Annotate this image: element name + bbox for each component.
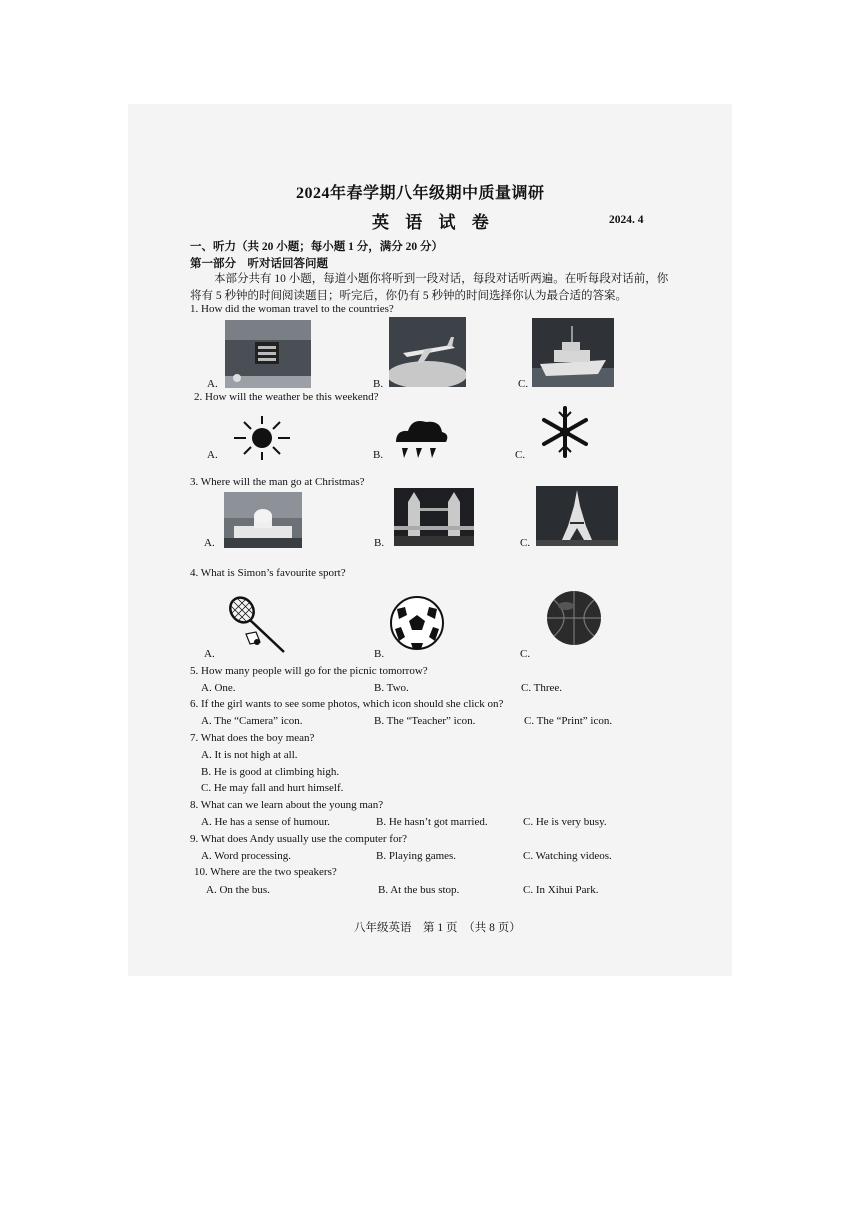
question-3-stem: 3. Where will the man go at Christmas?	[190, 476, 365, 488]
question-6-option-c[interactable]: C. The “Print” icon.	[524, 715, 613, 727]
question-2-option-b[interactable]: B.	[373, 449, 384, 461]
question-10-option-b[interactable]: B. At the bus stop.	[378, 884, 460, 896]
football-icon	[389, 595, 445, 651]
question-4-option-c[interactable]: C.	[520, 648, 531, 660]
question-10-stem: 10. Where are the two speakers?	[194, 866, 337, 878]
question-1-option-c[interactable]: C.	[518, 378, 529, 390]
question-7-option-c[interactable]: C. He may fall and hurt himself.	[201, 782, 344, 794]
question-3-option-c[interactable]: C.	[520, 537, 531, 549]
question-3-option-a[interactable]: A.	[204, 537, 215, 549]
badminton-icon	[226, 594, 290, 656]
question-1-option-b[interactable]: B.	[373, 378, 384, 390]
exam-date: 2024. 4	[609, 214, 644, 226]
question-6-stem: 6. If the girl wants to see some photos, which icon should she click on?	[190, 698, 504, 710]
part-title: 第一部分 听对话回答问题	[190, 258, 328, 270]
question-9-stem: 9. What does Andy usually use the computer for?	[190, 833, 407, 845]
question-8-stem: 8. What can we learn about the young man?	[190, 799, 384, 811]
airplane-photo-icon	[389, 317, 466, 387]
question-6-option-b[interactable]: B. The “Teacher” icon.	[374, 715, 476, 727]
question-4-option-a[interactable]: A.	[204, 648, 215, 660]
question-2-stem: 2. How will the weather be this weekend?	[194, 391, 379, 403]
question-7-option-b[interactable]: B. He is good at climbing high.	[201, 766, 340, 778]
eiffel-tower-photo-icon	[536, 486, 618, 546]
question-10-option-c[interactable]: C. In Xihui Park.	[523, 884, 599, 896]
question-8-option-a[interactable]: A. He has a sense of humour.	[201, 816, 330, 828]
question-6-option-a[interactable]: A. The “Camera” icon.	[201, 715, 303, 727]
question-1-option-a[interactable]: A.	[207, 378, 218, 390]
question-5-option-c[interactable]: C. Three.	[521, 682, 563, 694]
question-3-option-b[interactable]: B.	[374, 537, 385, 549]
question-4-stem: 4. What is Simon’s favourite sport?	[190, 567, 346, 579]
rain-cloud-icon	[390, 414, 450, 462]
section-heading: 一、听力（共 20 小题；每小题 1 分，满分 20 分）	[190, 241, 443, 253]
question-10-option-a[interactable]: A. On the bus.	[206, 884, 270, 896]
question-9-option-b[interactable]: B. Playing games.	[376, 850, 457, 862]
ship-photo-icon	[532, 318, 614, 387]
instructions-line-1: 本部分共有 10 小题，每道小题你将听到一段对话，每段对话听两遍。在听每段对话前，你	[214, 273, 669, 285]
question-9-option-a[interactable]: A. Word processing.	[201, 850, 291, 862]
snowflake-icon	[532, 404, 598, 460]
question-5-option-a[interactable]: A. One.	[201, 682, 236, 694]
capitol-photo-icon	[224, 492, 302, 548]
question-5-stem: 5. How many people will go for the picnic tomorrow?	[190, 665, 428, 677]
question-4-option-b[interactable]: B.	[374, 648, 385, 660]
question-7-stem: 7. What does the boy mean?	[190, 732, 315, 744]
question-8-option-b[interactable]: B. He hasn’t got married.	[376, 816, 488, 828]
question-1-stem: 1. How did the woman travel to the countries?	[190, 303, 394, 315]
question-7-option-a[interactable]: A. It is not high at all.	[201, 749, 298, 761]
question-2-option-a[interactable]: A.	[207, 449, 218, 461]
question-5-option-b[interactable]: B. Two.	[374, 682, 409, 694]
question-2-option-c[interactable]: C.	[515, 449, 526, 461]
tower-bridge-photo-icon	[394, 488, 474, 546]
instructions-line-2: 将有 5 秒钟的时间阅读题目；听完后，你仍有 5 秒钟的时间选择你认为最合适的答案。	[190, 290, 627, 302]
sun-icon	[230, 414, 294, 462]
page-footer: 八年级英语 第 1 页 （共 8 页）	[354, 922, 521, 934]
basketball-icon	[544, 588, 604, 648]
question-8-option-c[interactable]: C. He is very busy.	[523, 816, 607, 828]
exam-title: 2024年春学期八年级期中质量调研	[296, 185, 545, 202]
train-station-photo-icon	[225, 320, 311, 388]
exam-subtitle: 英 语 试 卷	[372, 213, 495, 232]
question-9-option-c[interactable]: C. Watching videos.	[523, 850, 612, 862]
